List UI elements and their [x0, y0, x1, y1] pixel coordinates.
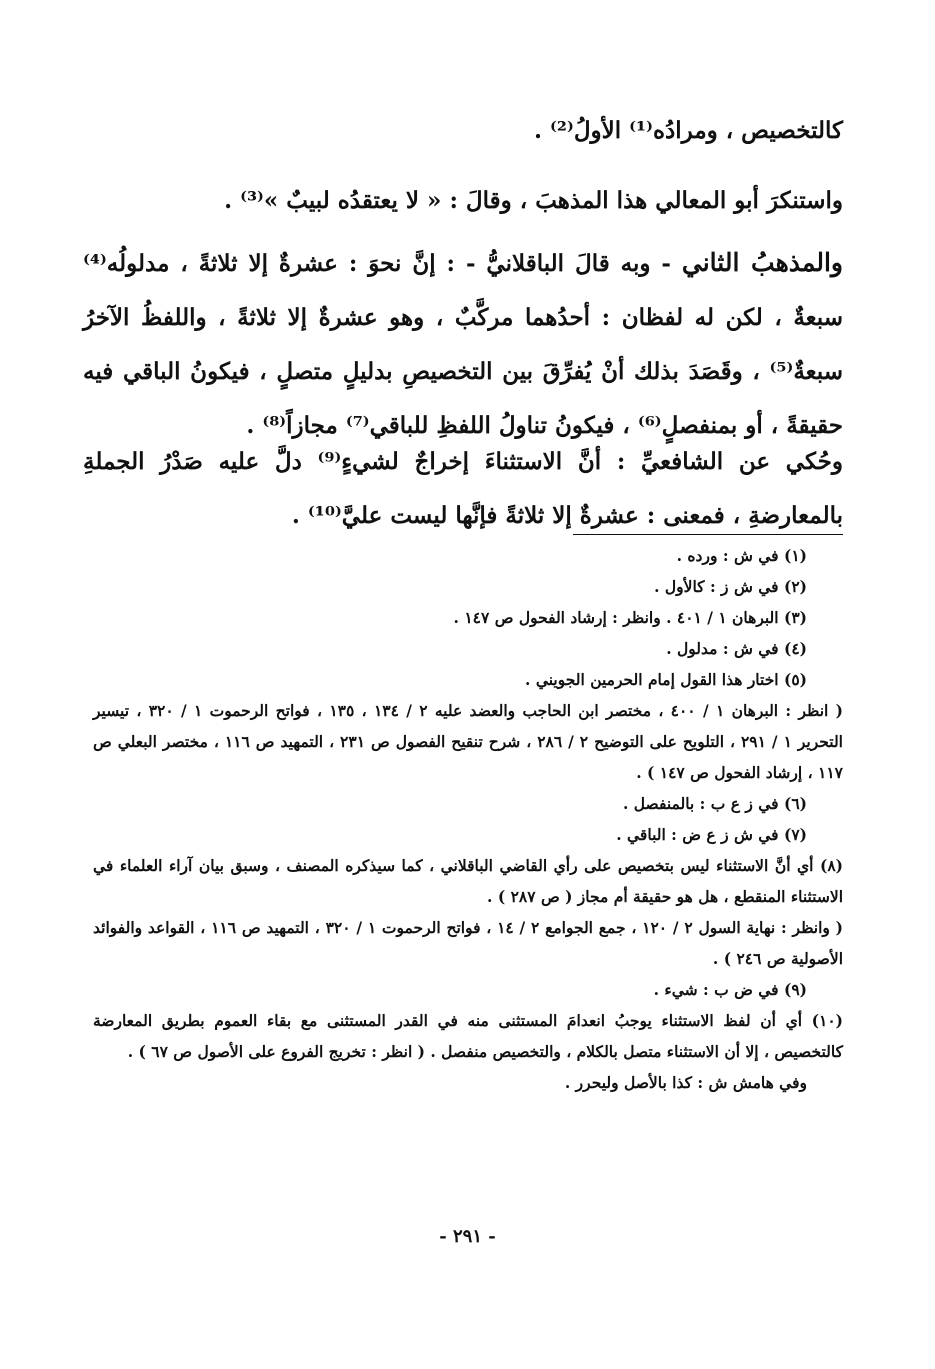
footnote: (٢) في ش ز : كالأول .: [654, 577, 807, 596]
paragraph-text: وحُكي عن الشافعيِّ : أنَّ الاستثناءَ إخراجٌ لشيءٍ⁽⁹⁾ دلَّ عليه صَدْرُ الجملةِ بالمعارضةِ ، فمعنى : عشرةٌ إلا ثلاثةً فإنَّها ليست عليَّ⁽¹⁰⁾ .: [83, 448, 843, 529]
footnote: (٥) اختار هذا القول إمام الحرمين الجويني .: [525, 670, 807, 689]
paragraph-text: كالتخصيص ، ومرادُه⁽¹⁾ الأولُ⁽²⁾ .: [534, 117, 843, 144]
section-heading: والمذهبُ الثاني: [681, 248, 843, 277]
page-number: - ٢٩١ -: [439, 1226, 496, 1247]
footnote-divider: [573, 534, 843, 535]
footnote: (٩) في ض ب : شيء .: [653, 980, 807, 999]
footnote: (٦) في ز ع ب : بالمنفصل .: [623, 794, 807, 813]
paragraph-text: - وبه قالَ الباقلانيُّ - : إنَّ نحوَ : عشرةٌ إلا ثلاثةً ، مدلولُه⁽⁴⁾ سبعةٌ ، لكن له لفظان : أحدُهما مركَّبٌ ، وهو عشرةٌ إلا ثلاثةً ، واللفظُ الآخرُ سبعةٌ⁽⁵⁾ ، وقَصَدَ بذلك أنْ يُفرِّقَ بين التخصيصِ بدليلٍ متصلٍ ، فيكونُ الباقي فيه حقيقةً ، أو بمنفصلٍ⁽⁶⁾ ، فيكونُ تناولُ اللفظِ للباقي⁽⁷⁾ مجازاً⁽⁸⁾ .: [83, 250, 843, 439]
main-text-paragraph-3: [83, 236, 843, 453]
footnote: (٧) في ش ز ع ض : الباقي .: [616, 825, 807, 844]
main-text-paragraph-1: [83, 104, 843, 158]
footnote: (٤) في ش : مدلول .: [666, 639, 807, 658]
footnote: (١٠) أي أن لفظ الاستثناء يوجبُ انعدامَ المستثنى منه في القدر المستثنى مع بقاء العموم بطريق المعارضة كالتخصيص ، إلا أن الاستثناء متصل بالكلام ، والتخصيص منفصل . ( انظر : تخريج الفروع على الأصول ص ٦٧ ) .: [93, 1011, 843, 1061]
footnote: (٣) البرهان ١ / ٤٠١ . وانظر : إرشاد الفحول ص ١٤٧ .: [453, 608, 807, 627]
footnote: ( وانظر : نهاية السول ٢ / ١٢٠ ، جمع الجوامع ٢ / ١٤ ، فواتح الرحموت ١ / ٣٢٠ ، التمهيد ص ١١٦ ، القواعد والفوائد الأصولية ص ٢٤٦ ) .: [93, 918, 844, 968]
footnote: ( انظر : البرهان ١ / ٤٠٠ ، مختصر ابن الحاجب والعضد عليه ٢ / ١٣٤ ، ١٣٥ ، فواتح الرحموت ١ / ٣٢٠ ، تيسير التحرير ١ / ٢٩١ ، التلويح على التوضيح ٢ / ٢٨٦ ، شرح تنقيح الفصول ص ٢٣١ ، التمهيد ص ١١٦ ، مختصر البعلي ص ١١٧ ، إرشاد الفحول ص ١٤٧ ) .: [93, 701, 843, 782]
paragraph-text: واستنكرَ أبو المعالي هذا المذهبَ ، وقالَ : « لا يعتقدُه لبيبٌ »⁽³⁾ .: [224, 187, 843, 214]
footnote: (٨) أي أنَّ الاستثناء ليس بتخصيص على رأي القاضي الباقلاني ، كما سيذكره المصنف ، وسبق بيان آراء العلماء في الاستثناء المنقطع ، هل هو حقيقة أم مجاز ( ص ٢٨٧ ) .: [93, 856, 843, 906]
paragraph-container: [83, 236, 843, 453]
footnote: (١) في ش : ورده .: [676, 546, 807, 565]
footnotes: [93, 540, 843, 1098]
main-text-paragraph-2: [83, 174, 843, 228]
main-text-paragraph-4: [83, 435, 843, 543]
footnote: وفي هامش ش : كذا بالأصل وليحرر .: [564, 1073, 807, 1092]
